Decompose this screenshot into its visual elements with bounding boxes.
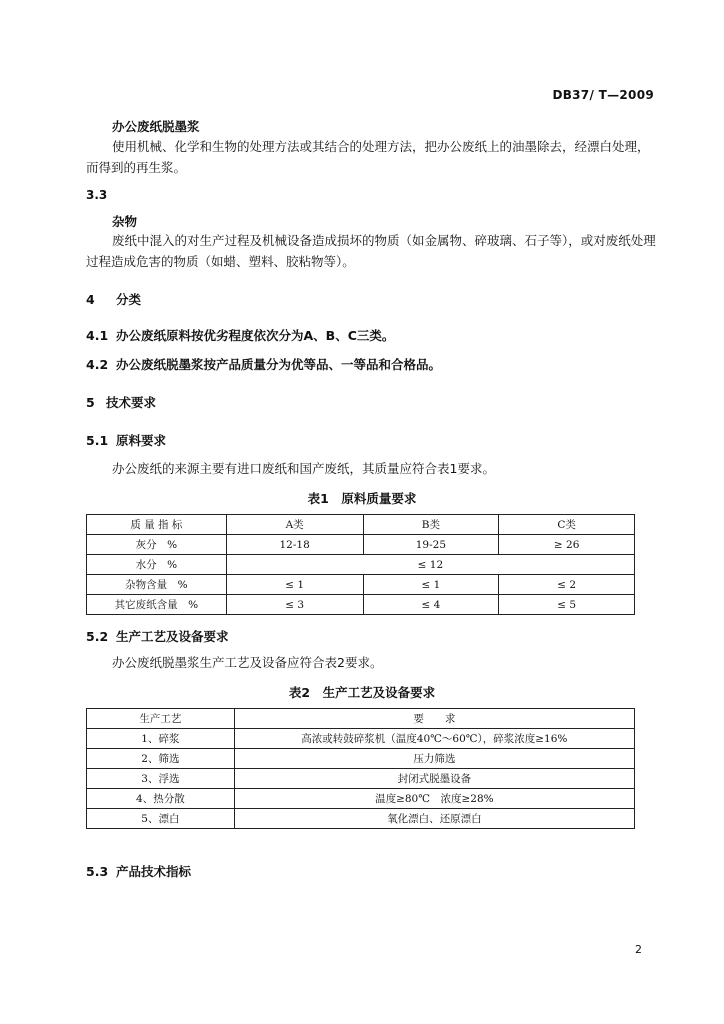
heading-title: 技术要求 — [106, 395, 157, 410]
section-heading-4 — [86, 290, 141, 308]
table-cell: 4、热分散 — [87, 789, 235, 809]
table-row — [87, 769, 635, 789]
table-row — [87, 555, 635, 575]
clause-number: 4.2 — [86, 357, 109, 372]
table-cell: 灰分 % — [87, 535, 227, 555]
table2 — [86, 708, 635, 829]
table-header-cell: 要 求 — [234, 709, 634, 729]
heading-title: 原料要求 — [116, 433, 167, 448]
table-row — [87, 575, 635, 595]
clause-number: 4.1 — [86, 328, 109, 343]
table-cell: 19-25 — [363, 535, 499, 555]
heading-number: 5.1 — [86, 433, 109, 448]
table-cell: ≤ 1 — [226, 575, 363, 595]
table-cell: 2、筛选 — [87, 749, 235, 769]
page-number: 2 — [635, 943, 642, 956]
table-row — [87, 595, 635, 615]
section-heading-5 — [86, 393, 156, 411]
table-cell: ≤ 2 — [499, 575, 635, 595]
section-heading-5-1 — [86, 431, 166, 449]
table-header-cell: B类 — [363, 515, 499, 535]
clause-4-1 — [86, 326, 394, 344]
table-cell: ≥ 26 — [499, 535, 635, 555]
table-header-row — [87, 709, 635, 729]
table-cell: 1、碎浆 — [87, 729, 235, 749]
table-cell: ≤ 4 — [363, 595, 499, 615]
table-row — [87, 749, 635, 769]
table-cell: 高浓或转鼓碎浆机（温度40℃～60℃），碎浆浓度≥16% — [234, 729, 634, 749]
table1 — [86, 514, 635, 615]
table-row — [87, 729, 635, 749]
definition-text: 废纸中混入的对生产过程及机械设备造成损坏的物质（如金属物、碎玻璃、石子等），或对废纸处理过程造成危害的物质（如蜡、塑料、胶粘物等）。 — [86, 233, 656, 269]
table1-title: 表1 原料质量要求 — [307, 491, 417, 506]
table-row — [87, 809, 635, 829]
table-cell: ≤ 3 — [226, 595, 363, 615]
table-row — [87, 789, 635, 809]
paragraph-5-1 — [86, 458, 656, 479]
table-header-row — [87, 515, 635, 535]
table-cell: ≤ 12 — [226, 555, 634, 575]
table-cell: ≤ 1 — [363, 575, 499, 595]
term-title-impurities: 杂物 — [112, 214, 138, 229]
standard-code: DB37/ T—2009 — [552, 88, 654, 102]
table-cell: 温度≥80℃ 浓度≥28% — [234, 789, 634, 809]
section-heading-5-2 — [86, 627, 229, 645]
table-header-cell: C类 — [499, 515, 635, 535]
heading-title: 产品技术指标 — [116, 864, 192, 879]
paragraph-text: 办公废纸脱墨浆生产工艺及设备应符合表2要求。 — [112, 655, 383, 670]
table-row — [87, 535, 635, 555]
table-cell: 3、浮选 — [87, 769, 235, 789]
heading-number: 5 — [86, 395, 95, 410]
section-heading-5-3 — [86, 862, 191, 880]
table-cell: ≤ 5 — [499, 595, 635, 615]
table-header-cell: 生产工艺 — [87, 709, 235, 729]
table-cell: 氧化漂白、还原漂白 — [234, 809, 634, 829]
clause-4-2 — [86, 355, 441, 373]
clause-number-3-3: 3.3 — [86, 188, 108, 202]
heading-number: 4 — [86, 292, 95, 307]
term-definition-impurities — [86, 230, 656, 272]
table-cell: 封闭式脱墨设备 — [234, 769, 634, 789]
paragraph-text: 办公废纸的来源主要有进口废纸和国产废纸，其质量应符合表1要求。 — [112, 461, 495, 476]
term-definition-deinked-pulp — [86, 136, 656, 178]
clause-text: 办公废纸原料按优劣程度依次分为A、B、C三类。 — [116, 328, 395, 343]
heading-number: 5.2 — [86, 629, 109, 644]
paragraph-5-2 — [86, 652, 656, 673]
table2-title: 表2 生产工艺及设备要求 — [288, 685, 436, 700]
table-cell: 其它废纸含量 % — [87, 595, 227, 615]
heading-number: 5.3 — [86, 864, 109, 879]
table-header-cell: 质 量 指 标 — [87, 515, 227, 535]
definition-text: 使用机械、化学和生物的处理方法或其结合的处理方法，把办公废纸上的油墨除去，经漂白处理，而得到的再生浆。 — [86, 139, 650, 175]
table-header-cell: A类 — [226, 515, 363, 535]
term-title-deinked-pulp: 办公废纸脱墨浆 — [112, 119, 200, 134]
table-cell: 水分 % — [87, 555, 227, 575]
heading-title: 生产工艺及设备要求 — [116, 629, 229, 644]
clause-text: 办公废纸脱墨浆按产品质量分为优等品、一等品和合格品。 — [116, 357, 442, 372]
table-cell: 12-18 — [226, 535, 363, 555]
table-cell: 压力筛选 — [234, 749, 634, 769]
table-cell: 5、漂白 — [87, 809, 235, 829]
heading-title: 分类 — [116, 292, 142, 307]
table-cell: 杂物含量 % — [87, 575, 227, 595]
